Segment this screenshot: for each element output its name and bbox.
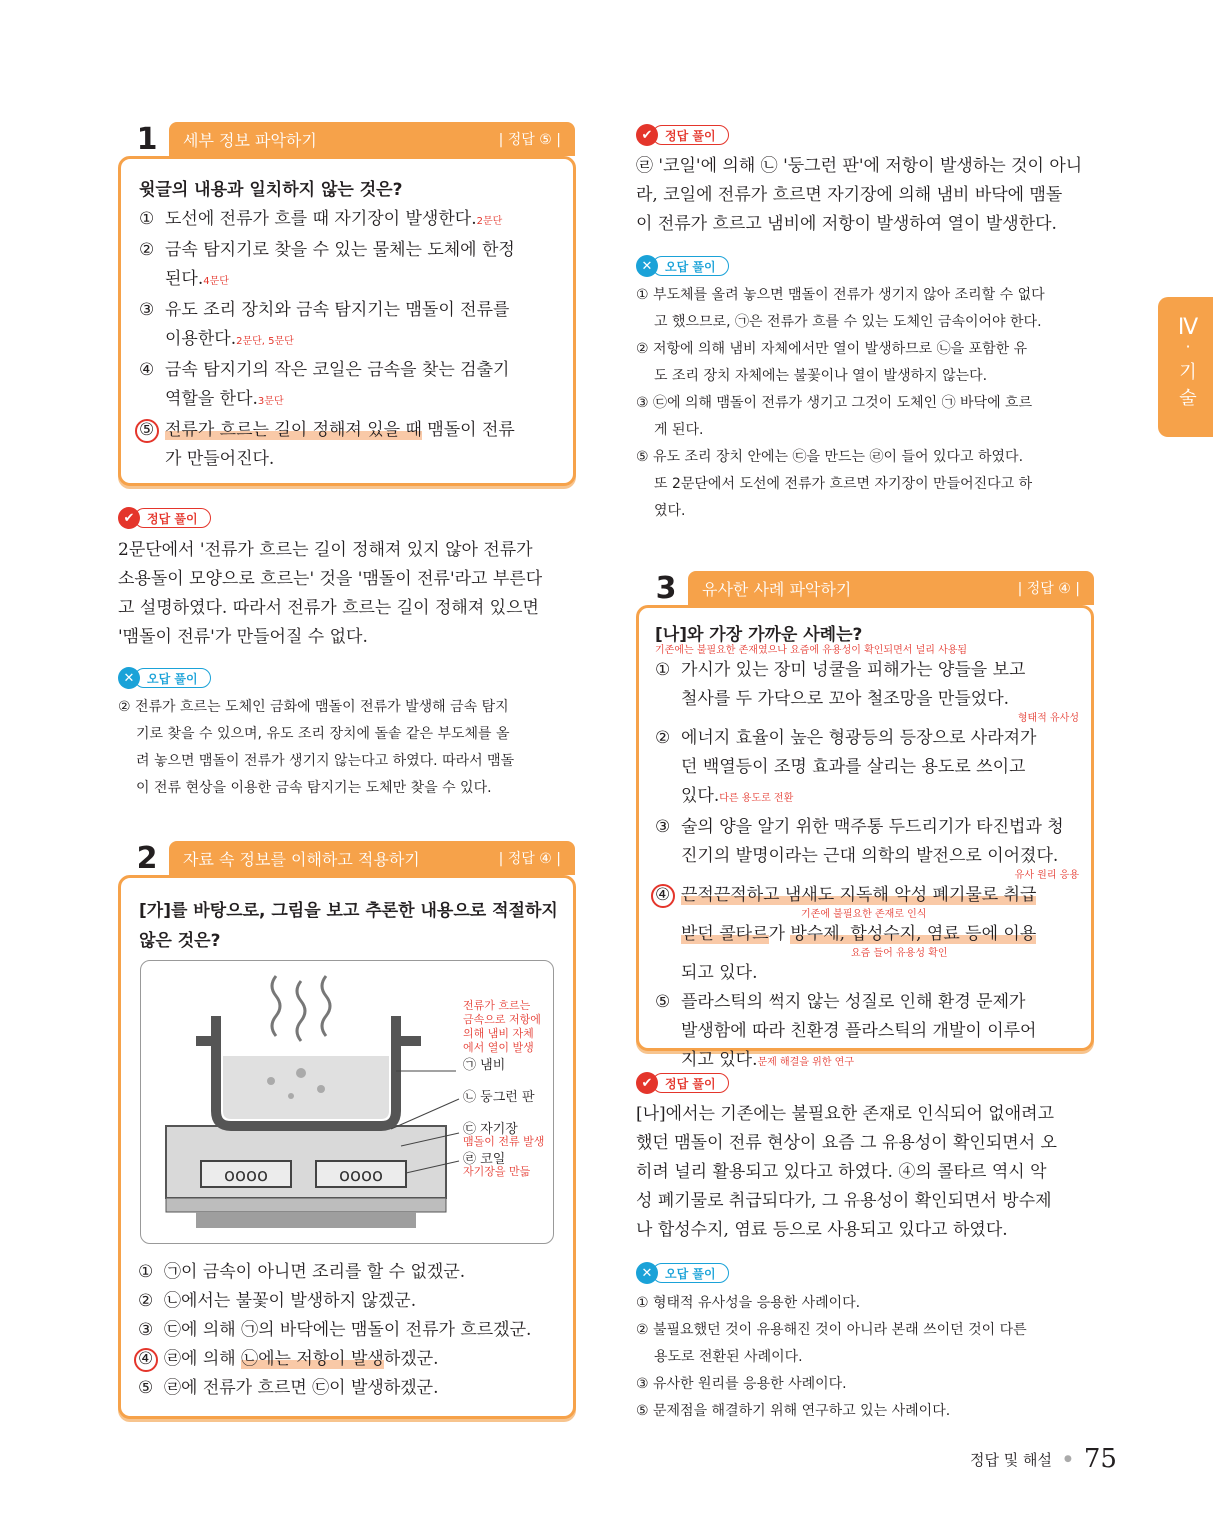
- svg-text:oooo: oooo: [223, 1165, 269, 1186]
- q3-option-2: ② 에너지 효율이 높은 형광등의 등장으로 사라져가 던 백열등이 조명 효과를 살리는 용도로 쓰이고 있다.다른 용도로 전환: [655, 728, 1037, 806]
- q3-correct-text: [나]에서는 기존에는 불필요한 존재로 인식되어 없애려고 했던 맴돌이 전류 현상이 요즘 그 유용성이 확인되면서 오 히려 널리 활용되고 있다고 하였다. ④의 콜타르 역시 악 성 폐기물로 취급되다가, 그 유용성이 확인되면서 방수제 나 합성수지, 염료 등으로 사용되고 있다고 하였다.: [636, 1104, 1057, 1240]
- q2-options: [138, 1258, 558, 1403]
- q2-wrong-item-5: ⑤ 유도 조리 장치 안에는 ㉢을 만드는 ㉣이 들어 있다고 하였다. 또 2문단에서 도선에 전류가 흐르면 자기장이 만들어진다고 하 였다.: [636, 449, 1033, 519]
- q3-option-4: ④ 끈적끈적하고 냄새도 지독해 악성 폐기물로 취급 기존에 불필요한 존재로 인식 받던 콜타르가 방수제, 합성수지, 염료 등에 이용 요즘 들어 유용성 확인 되고 있다.: [655, 881, 1079, 988]
- q2-wrong-item-1: ① 부도체를 올려 놓으면 맴돌이 전류가 생기지 않아 조리할 수 없다 고 했으므로, ㉠은 전류가 흐를 수 있는 도체인 금속이어야 한다.: [636, 287, 1045, 330]
- q3-header: [644, 570, 1094, 606]
- page-footer: [970, 1444, 1117, 1474]
- q3-box: [636, 605, 1094, 1070]
- q3-correct-badge: ✔ 정답 풀이: [636, 1072, 729, 1094]
- q3-wrong-item-1: ① 형태적 유사성을 응용한 사례이다.: [636, 1295, 861, 1311]
- q2-title-bar: [169, 841, 575, 875]
- q1-title-bar: [169, 122, 575, 156]
- x-icon: ✕: [118, 667, 140, 689]
- q1-correct-text: 2문단에서 '전류가 흐르는 길이 정해져 있지 않아 전류가 소용돌이 모양으로 흐르는' 것을 '맴돌이 전류'라고 부른다 고 설명하였다. 따라서 전류가 흐르는 길이 정해져 있으면 '맴돌이 전류'가 만들어질 수 없다.: [118, 540, 543, 647]
- q1-option-1: ① 도선에 전류가 흐를 때 자기장이 발생한다.2문단: [139, 209, 503, 229]
- q2-answer: | 정답 ④ |: [498, 851, 561, 867]
- q1-option-4: ④ 금속 탐지기의 작은 코일은 금속을 찾는 검출기 역할을 한다.3문단: [139, 360, 510, 409]
- q2-option-3: ③ ㉢에 의해 ㉠의 바닥에는 맴돌이 전류가 흐르겠군.: [138, 1320, 532, 1340]
- induction-cooker-figure: [140, 960, 554, 1244]
- figure-label-pot: ㉠ 냄비: [463, 1058, 506, 1073]
- page-number: 75: [1083, 1444, 1117, 1474]
- check-icon: ✔: [636, 124, 658, 146]
- x-icon: ✕: [636, 255, 658, 277]
- q2-correct-badge: ✔ 정답 풀이: [636, 124, 729, 146]
- q3-wrong-item-5: ⑤ 문제점을 해결하기 위해 연구하고 있는 사례이다.: [636, 1403, 951, 1419]
- q1-box: [118, 156, 576, 486]
- q1-option-5: ⑤ 전류가 흐르는 길이 정해져 있을 때 맴돌이 전류 가 만들어진다.: [139, 416, 559, 474]
- check-icon: ✔: [118, 507, 140, 529]
- q2-stem: [가]를 바탕으로, 그림을 보고 추론한 내용으로 적절하지 않은 것은?: [139, 901, 558, 951]
- q1-title: 세부 정보 파악하기: [183, 130, 317, 150]
- q3-stem: [나]와 가장 가까운 사례는?: [655, 625, 863, 645]
- q1-option-2: ② 금속 탐지기로 찾을 수 있는 물체는 도체에 한정 된다.4문단: [139, 240, 515, 289]
- figure-label-plate: ㉡ 둥그런 판: [463, 1090, 535, 1105]
- q2-wrong-text: [636, 282, 1098, 525]
- q1-header: [125, 121, 575, 157]
- footer-label: 정답 및 해설: [970, 1450, 1052, 1469]
- svg-text:oooo: oooo: [338, 1165, 384, 1186]
- q1-option-3: ③ 유도 조리 장치와 금속 탐지기는 맴돌이 전류를 이용한다.2문단, 5문단: [139, 300, 510, 349]
- q1-wrong-text: ② 전류가 흐르는 도체인 금화에 맴돌이 전류가 발생해 금속 탐지 기로 찾을 수 있으며, 유도 조리 장치에 돌솥 같은 부도체를 올 려 놓으면 맴돌이 전류가 생기지 않는다고 하였다. 따라서 맴돌 이 전류 현상을 이용한 금속 탐지기는 도체만 찾을 수 있다.: [118, 699, 515, 796]
- figure-note-coil: 자기장을 만듦: [463, 1165, 531, 1178]
- q1-stem: 윗글의 내용과 일치하지 않는 것은?: [139, 180, 403, 200]
- q2-title: 자료 속 정보를 이해하고 적용하기: [183, 849, 420, 869]
- q3-option-5: ⑤ 플라스틱의 썩지 않는 성질로 인해 환경 문제가 발생함에 따라 친환경 플라스틱의 개발이 이루어 지고 있다.문제 해결을 위한 연구: [655, 992, 1037, 1070]
- q3-wrong-item-3: ③ 유사한 원리를 응용한 사례이다.: [636, 1376, 847, 1392]
- q2-wrong-item-3: ③ ㉢에 의해 맴돌이 전류가 생기고 그것이 도체인 ㉠ 바닥에 흐르 게 된다.: [636, 395, 1033, 438]
- figure-note-field: 맴돌이 전류 발생: [463, 1135, 545, 1148]
- q3-wrong-text: [636, 1290, 1098, 1425]
- q2-option-2: ② ㉡에서는 불꽃이 발생하지 않겠군.: [138, 1291, 417, 1311]
- chapter-dot: ·: [1185, 337, 1191, 356]
- chapter-side-tab: [1158, 297, 1213, 437]
- q3-option-1: ① 가시가 있는 장미 넝쿨을 피해가는 양들을 보고 철사를 두 가닥으로 꼬아 철조망을 만들었다. 형태적 유사성: [655, 660, 1079, 724]
- q3-answer: | 정답 ④ |: [1017, 581, 1080, 597]
- q3-wrong-item-2: ② 불필요했던 것이 유용해진 것이 아니라 본래 쓰이던 것이 다른 용도로 전환된 사례이다.: [636, 1322, 1027, 1365]
- q3-stem-note: 기존에는 불필요한 존재였으나 요즘에 유용성이 확인되면서 널리 사용됨: [655, 645, 968, 656]
- q3-option-3: ③ 술의 양을 알기 위한 맥주통 두드리기가 타진법과 청 진기의 발명이라는 근대 의학의 발전으로 이어졌다. 유사 원리 응용: [655, 817, 1079, 881]
- chapter-char-1: 기: [1179, 362, 1197, 383]
- q3-title-bar: [688, 571, 1094, 605]
- figure-label-field: ㉢ 자기장: [463, 1122, 518, 1137]
- q1-number: 1: [136, 121, 158, 157]
- chapter-roman: Ⅳ: [1177, 315, 1199, 340]
- q3-wrong-badge: ✕ 오답 풀이: [636, 1262, 729, 1284]
- q1-correct-badge: ✔ 정답 풀이: [118, 507, 211, 529]
- chapter-char-2: 술: [1179, 388, 1197, 409]
- q2-wrong-badge: ✕ 오답 풀이: [636, 255, 729, 277]
- q2-option-1: ① ㉠이 금속이 아니면 조리를 할 수 없겠군.: [138, 1262, 466, 1282]
- q2-correct-text: ㉣ '코일'에 의해 ㉡ '둥그런 판'에 저항이 발생하는 것이 아니 라, 코일에 전류가 흐르면 자기장에 의해 냄비 바닥에 맴돌 이 전류가 흐르고 냄비에 저항이 발생하여 열이 발생한다.: [636, 156, 1083, 234]
- figure-note-heat: 전류가 흐르는 금속으로 저항에 의해 냄비 자체 에서 열이 발생: [463, 999, 541, 1054]
- figure-label-coil: ㉣ 코일: [463, 1152, 506, 1167]
- q1-wrong-badge: ✕ 오답 풀이: [118, 667, 211, 689]
- q2-option-5: ⑤ ㉣에 전류가 흐르면 ㉢이 발생하겠군.: [138, 1378, 439, 1398]
- q2-header: [125, 840, 575, 876]
- q3-title: 유사한 사례 파악하기: [702, 579, 852, 599]
- q2-wrong-item-2: ② 저항에 의해 냄비 자체에서만 열이 발생하므로 ㉡을 포함한 유 도 조리 장치 자체에는 불꽃이나 열이 발생하지 않는다.: [636, 341, 1028, 384]
- q3-number: 3: [655, 570, 677, 606]
- check-icon: ✔: [636, 1072, 658, 1094]
- q2-number: 2: [136, 840, 158, 876]
- q2-option-4: ④ ㉣에 의해 ㉡에는 저항이 발생하겠군.: [138, 1345, 558, 1374]
- q1-answer: | 정답 ⑤ |: [498, 132, 561, 148]
- x-icon: ✕: [636, 1262, 658, 1284]
- footer-bullet: ●: [1064, 1454, 1072, 1464]
